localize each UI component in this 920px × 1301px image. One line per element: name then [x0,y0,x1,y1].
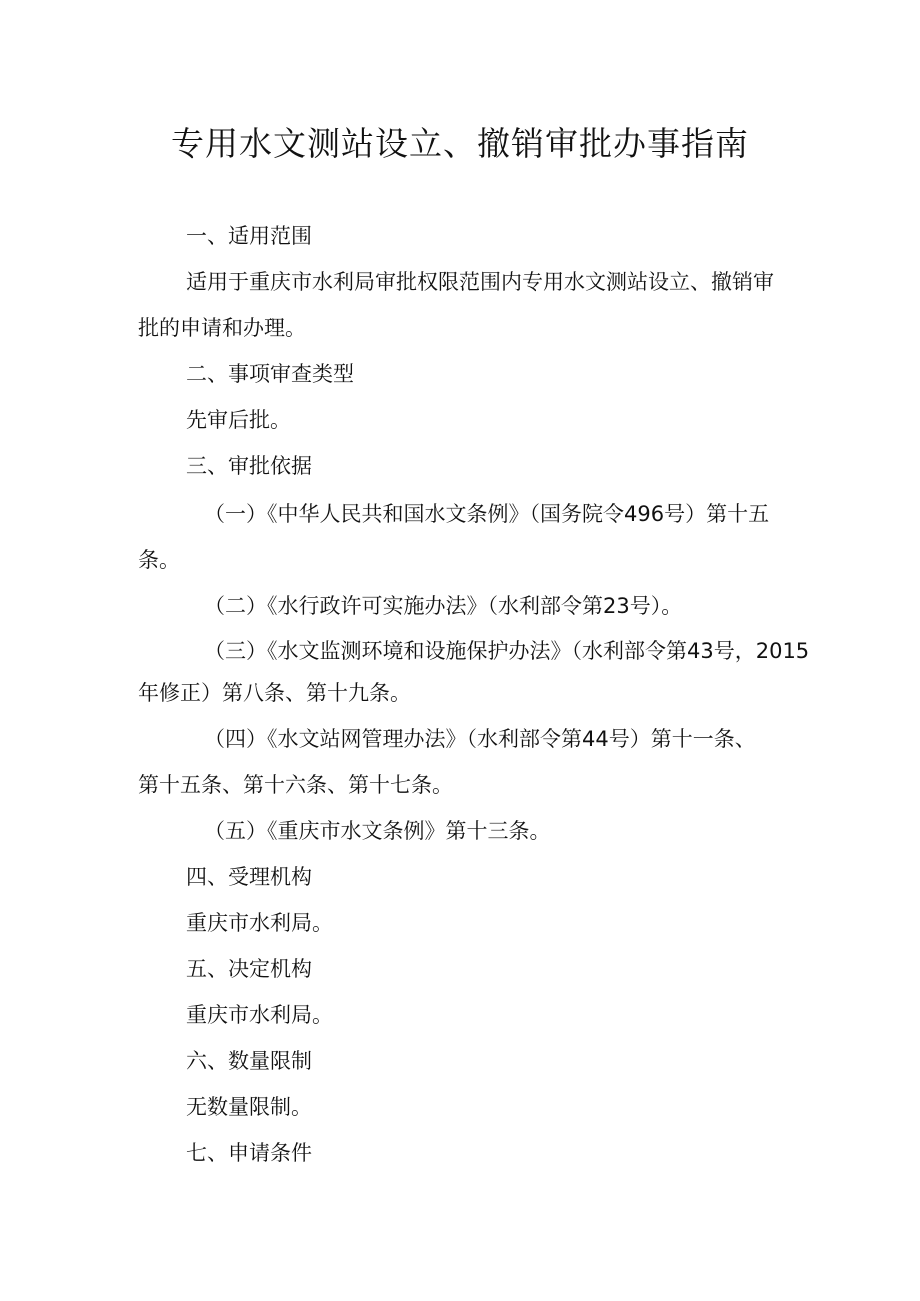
paragraph-review-type: 先审后批。 [186,408,291,432]
basis-item-4: （四）《水文站网管理办法》（水利部令第44号）第十一条、 [204,727,756,751]
paragraph-quantity-limit: 无数量限制。 [186,1095,312,1119]
section-heading-legal-basis: 三、审批依据 [186,454,312,478]
section-heading-review-type: 二、事项审查类型 [186,362,354,386]
basis-item-1-continued: 条。 [138,548,180,572]
basis-item-3: （三）《水文监测环境和设施保护办法》（水利部令第43号，2015 [204,639,810,663]
paragraph-deciding-agency: 重庆市水利局。 [186,1003,333,1027]
basis-item-1: （一）《中华人民共和国水文条例》（国务院令496号）第十五 [204,502,770,526]
section-heading-application-conditions: 七、申请条件 [186,1141,312,1165]
section-heading-scope: 一、适用范围 [186,224,312,248]
section-heading-deciding-agency: 五、决定机构 [186,957,312,981]
basis-item-2: （二）《水行政许可实施办法》（水利部令第23号）。 [204,594,683,618]
section-heading-quantity-limit: 六、数量限制 [186,1049,312,1073]
page-title: 专用水文测站设立、撤销审批办事指南 [171,124,749,163]
basis-item-5: （五）《重庆市水文条例》第十三条。 [204,819,551,843]
paragraph-scope: 适用于重庆市水利局审批权限范围内专用水文测站设立、撤销审 [186,270,774,294]
basis-item-4-continued: 第十五条、第十六条、第十七条。 [138,773,453,797]
basis-item-3-continued: 年修正）第八条、第十九条。 [138,681,411,705]
paragraph-accepting-agency: 重庆市水利局。 [186,911,333,935]
section-heading-accepting-agency: 四、受理机构 [186,865,312,889]
paragraph-scope-continued: 批的申请和办理。 [138,316,306,340]
